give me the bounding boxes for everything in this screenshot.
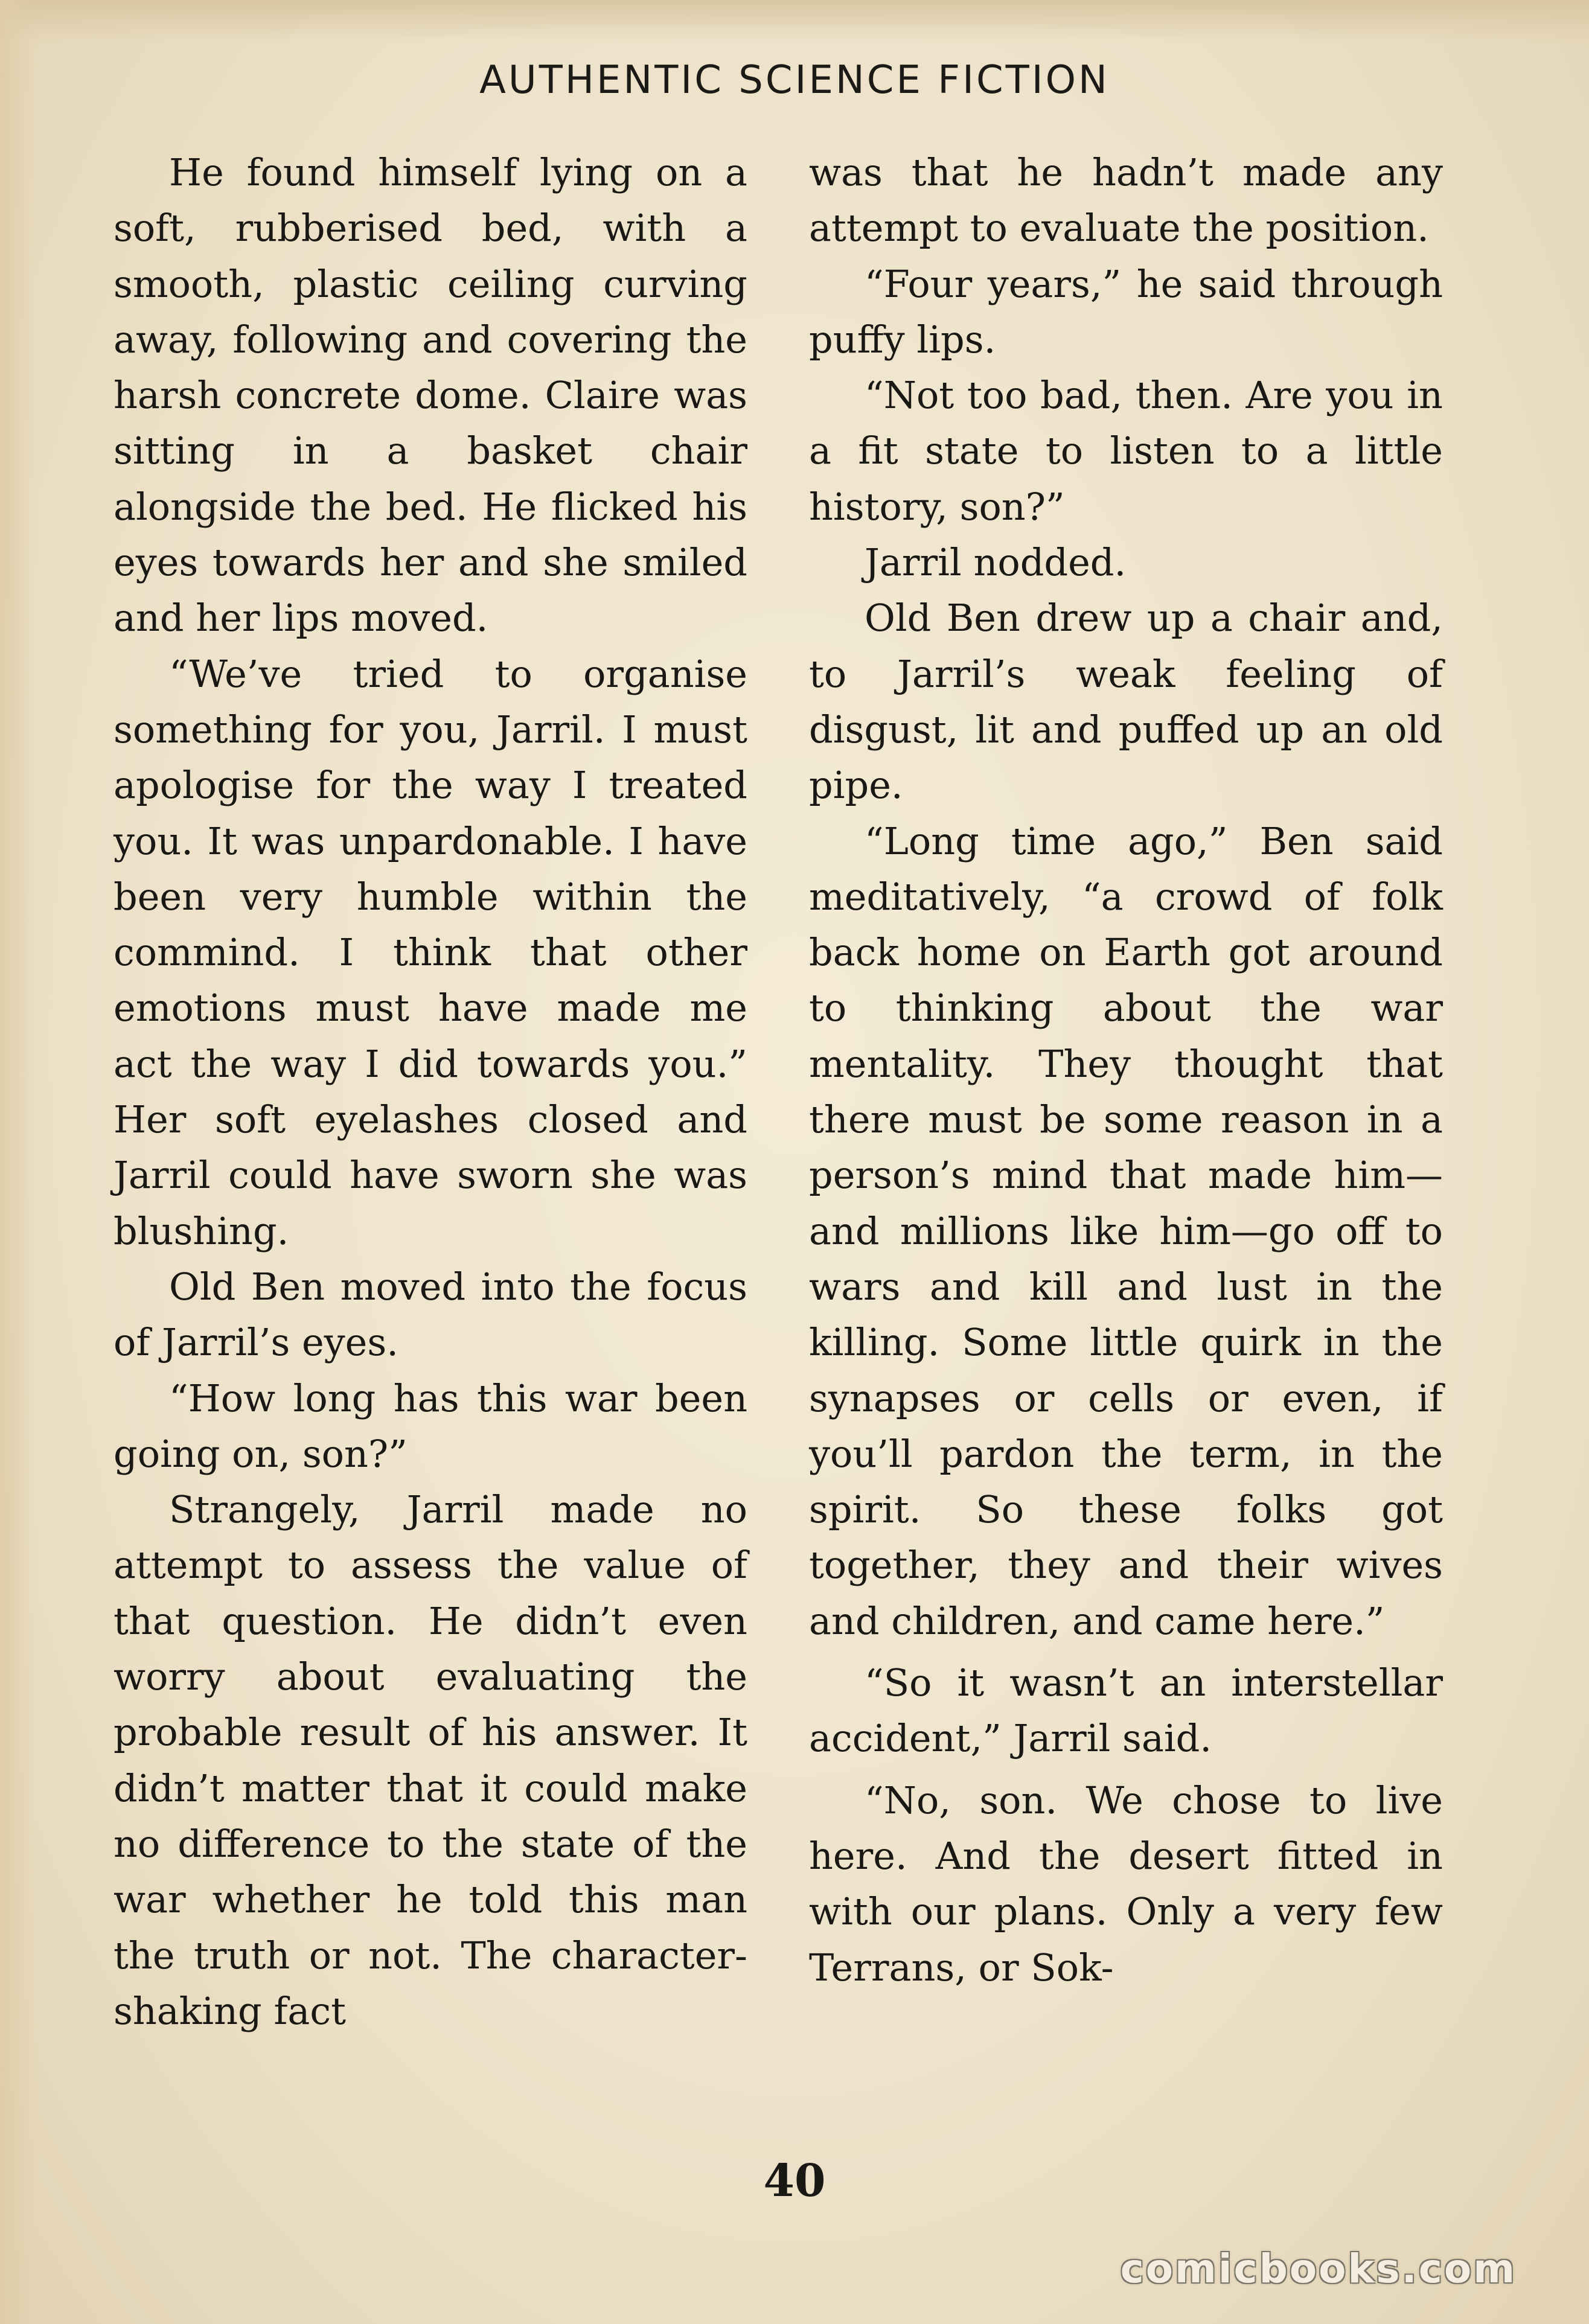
paragraph: “Four years,” he said through puffy lips. — [809, 261, 1443, 362]
paragraph: “Long time ago,” Ben said meditatively, “a crowd of folk back home on Earth got around to thinking about the war mentality. They thought that there must be some reason in a person’s mind that made him—and millions like him—go off to wars and kill and lust in the killing. Some little quirk in the synapses or cells or even, if you’ll pardon the term, in the spirit. So these folks got together, they and their wives and children, and came here.” — [809, 819, 1443, 1643]
paragraph: “How long has this war been going on, son?” — [114, 1376, 747, 1476]
left-column — [114, 145, 747, 2039]
page-edge-shadow — [0, 0, 1589, 42]
watermark: comicbooks.com — [1120, 2246, 1517, 2292]
paragraph: “No, son. We chose to live here. And the desert fitted in with our plans. Only a very few Terrans, or Sok- — [809, 1778, 1443, 1990]
paragraph: He found himself lying on a soft, rubberised bed, with a smooth, plastic ceiling curving away, following and covering the harsh concrete dome. Claire was sitting in a basket chair alongside the bed. He flicked his eyes towards her and she smiled and her lips moved. — [114, 150, 747, 640]
page-number: 40 — [763, 2155, 826, 2207]
paragraph: Strangely, Jarril made no attempt to assess the value of that question. He didn’t even worry about evaluating the probable result of his answer. It didn’t matter that it could make no difference to the state of the war whether he told this man the truth or not. The character-shaking fact — [114, 1487, 747, 2033]
paragraph: “So it wasn’t an interstellar accident,” Jarril said. — [809, 1661, 1443, 1761]
paragraph: Old Ben drew up a chair and, to Jarril’s weak feeling of disgust, lit and puffed up an old pipe. — [809, 596, 1443, 808]
paragraph: “We’ve tried to organise something for you, Jarril. I must apologise for the way I treated you. It was unpardonable. I have been very humble within the commind. I think that other emotions must have made me act the way I did towards you.” Her soft eyelashes closed and Jarril could have sworn she was blushing. — [114, 651, 747, 1253]
paragraph: was that he hadn’t made any attempt to evaluate the position. — [809, 150, 1443, 251]
paragraph: Jarril nodded. — [865, 540, 1127, 585]
paragraph: “Not too bad, then. Are you in a fit state to listen to a little history, son?” — [809, 373, 1443, 529]
running-head: AUTHENTIC SCIENCE FICTION — [479, 58, 1110, 103]
right-column — [809, 145, 1443, 1996]
paragraph: Old Ben moved into the focus of Jarril’s eyes. — [114, 1264, 747, 1365]
page-gutter-shadow — [0, 0, 36, 2324]
